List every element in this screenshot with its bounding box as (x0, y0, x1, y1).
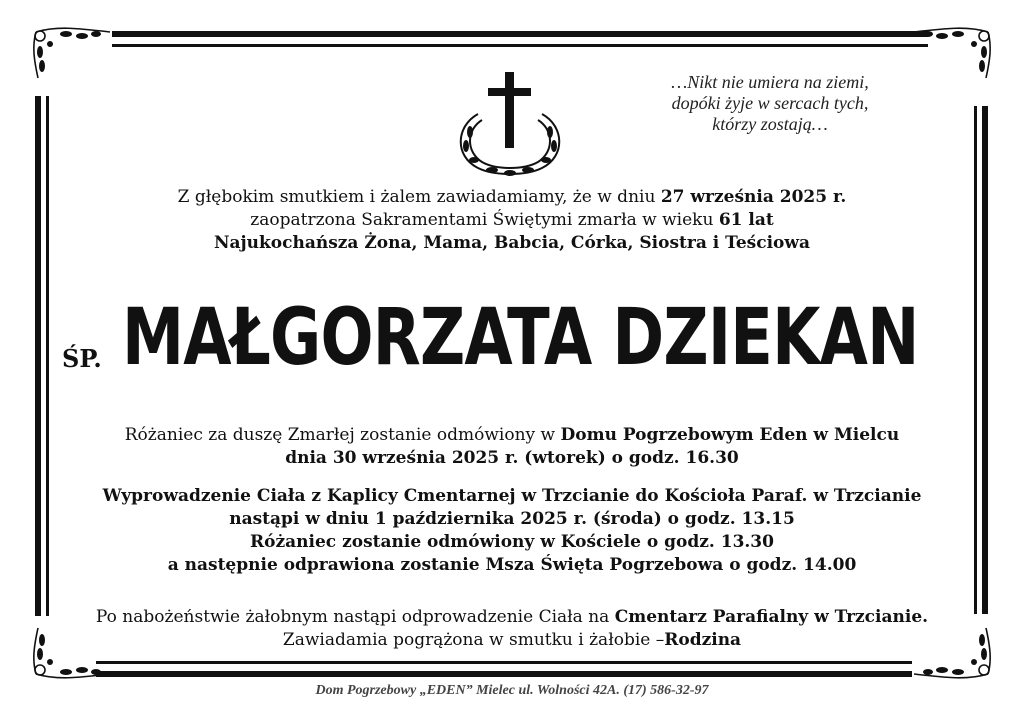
rosary-line-2: dnia 30 września 2025 r. (wtorek) o godz. 16.30 (285, 448, 739, 468)
quote-block (600, 72, 940, 135)
intro-line-2 (0, 209, 1024, 232)
deceased-prefix: ŚP. (62, 344, 102, 373)
rosary-place: Domu Pogrzebowym Eden w Mielcu (560, 425, 900, 445)
quote-line-2: dopóki żyje w sercach tych, (671, 93, 869, 113)
closing-line-2 (0, 629, 1024, 652)
quote-line-3: którzy zostają… (712, 114, 828, 134)
family-roles: Najukochańsza Żona, Mama, Babcia, Córka, Siostra i Teściowa (213, 233, 811, 253)
quote-line-1: …Nikt nie umiera na ziemi, (671, 72, 869, 92)
closing-line-1-text: Po nabożeństwie żałobnym nastąpi odprowadzenie Ciała na (95, 607, 615, 627)
funeral-line-3: Różaniec zostanie odmówiony w Kościele o godz. 13.30 (250, 532, 774, 552)
age: 61 lat (718, 210, 774, 230)
floral-corner-ornament-icon (26, 22, 116, 82)
intro-block (0, 186, 1024, 255)
frame-top-inner (112, 44, 928, 47)
deceased-name: MAŁGORZATA DZIEKAN (122, 293, 919, 383)
cross-icon (448, 70, 572, 180)
funeral-line-2: nastąpi w dniu 1 października 2025 r. (środa) o godz. 13.15 (229, 509, 795, 529)
family-signature: Rodzina (664, 630, 742, 650)
frame-bottom-inner (96, 661, 912, 664)
cemetery-name: Cmentarz Parafialny w Trzcianie. (614, 607, 929, 627)
intro-line-1-text: Z głębokim smutkiem i żalem zawiadamiamy, że w dniu (177, 187, 661, 207)
intro-line-2-text: zaopatrzona Sakramentami Świętymi zmarła w wieku (250, 210, 719, 230)
funeral-block (0, 485, 1024, 577)
rosary-block (0, 424, 1024, 470)
funeral-line-1: Wyprowadzenie Ciała z Kaplicy Cmentarnej w Trzcianie do Kościoła Paraf. w Trzcianie (102, 486, 922, 506)
death-date: 27 września 2025 r. (660, 187, 847, 207)
deceased-name-row (0, 293, 1024, 386)
frame-bottom-outer (96, 671, 912, 677)
rosary-line-1-text: Różaniec za duszę Zmarłej zostanie odmówiony w (124, 425, 561, 445)
rosary-line-1 (0, 424, 1024, 447)
closing-line-2-text: Zawiadamia pogrążona w smutku i żałobie – (282, 630, 665, 650)
frame-top-outer (112, 31, 928, 37)
intro-line-1 (0, 186, 1024, 209)
funeral-home-footer: Dom Pogrzebowy „EDEN” Mielec ul. Wolności 42A. (17) 586-32-97 (315, 683, 709, 698)
closing-block (0, 606, 1024, 652)
closing-line-1 (0, 606, 1024, 629)
funeral-line-4: a następnie odprawiona zostanie Msza Święta Pogrzebowa o godz. 14.00 (167, 555, 857, 575)
